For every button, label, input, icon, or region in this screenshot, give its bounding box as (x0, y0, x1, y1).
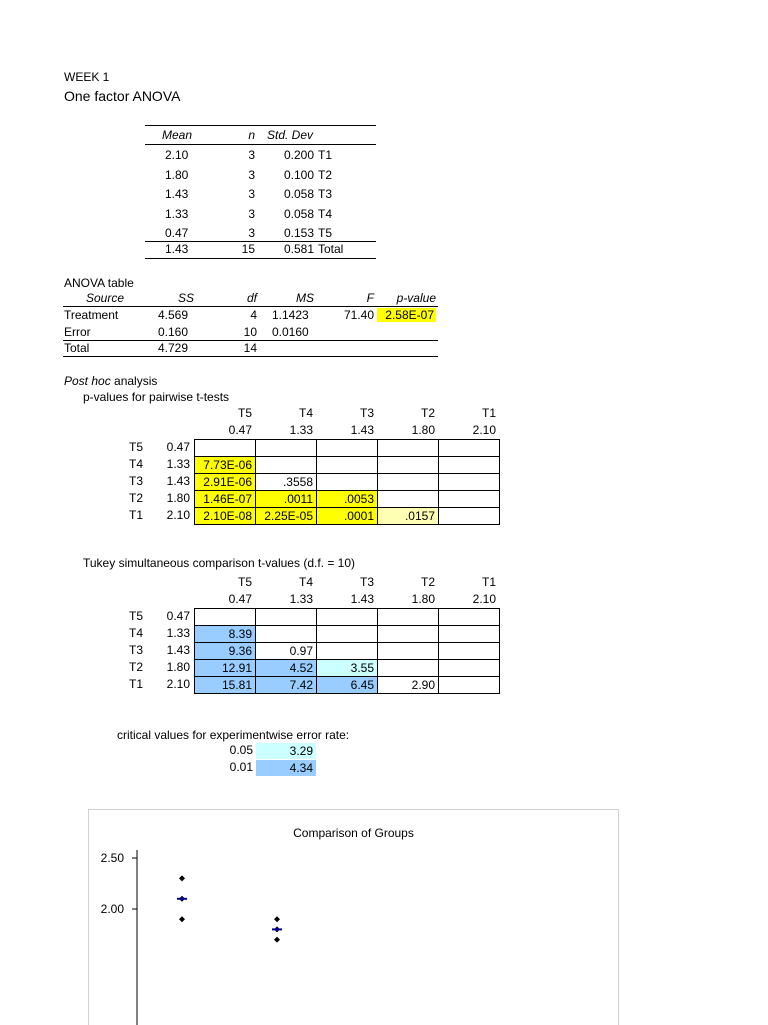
pvalue-cell (378, 457, 439, 474)
pvalue-cell (439, 474, 500, 491)
summary-label: T5 (318, 226, 333, 240)
chart-mean-point (276, 928, 279, 931)
pvalue-row-label: T3 (129, 474, 144, 488)
tukey-col-mean: 0.47 (228, 592, 252, 606)
pvalue-cell (378, 440, 439, 457)
pvalue-grid (194, 439, 500, 525)
tukey-cell: 15.81 (195, 677, 256, 694)
tukey-cell: 0.97 (256, 643, 317, 660)
pvalue-cell (439, 491, 500, 508)
summary-mean: 1.80 (165, 167, 189, 182)
tukey-cell (378, 643, 439, 660)
pvalue-col-mean: 1.43 (350, 423, 374, 437)
chart-y-tick-label: 2.50 (100, 851, 124, 865)
summary-sd: 0.200 (283, 148, 314, 162)
chart-point (179, 875, 185, 881)
tukey-row-label: T5 (129, 609, 144, 623)
posthoc-title: Post hoc analysis (64, 374, 158, 388)
tukey-row-label: T2 (129, 660, 144, 674)
summary-label: T4 (318, 206, 333, 221)
pvalue-col-mean: 1.80 (411, 423, 435, 437)
summary-sd: 0.058 (283, 206, 314, 221)
tukey-col-mean: 1.80 (411, 592, 435, 606)
summary-label: T2 (318, 167, 333, 182)
critical-caption: critical values for experimentwise error rate: (117, 728, 350, 742)
pvalue-cell (378, 474, 439, 491)
summary-mean: 1.33 (165, 206, 189, 221)
summary-label: T3 (318, 187, 333, 201)
anova-source: Total (64, 341, 90, 355)
pvalue-cell: 7.73E-06 (195, 457, 256, 474)
summary-label: T1 (318, 148, 333, 162)
tukey-cell (317, 643, 378, 660)
tukey-cell (439, 626, 500, 643)
anova-header-ss: SS (177, 291, 194, 305)
pvalue-cell (317, 457, 378, 474)
chart-point (179, 916, 185, 922)
tukey-col-label: T5 (237, 575, 252, 589)
pvalue-col-mean: 2.10 (472, 423, 496, 437)
comparison-chart (88, 809, 619, 1025)
pvalue-col-label: T4 (298, 406, 313, 420)
tukey-col-mean: 2.10 (472, 592, 496, 606)
pvalue-cell: .0001 (317, 508, 378, 525)
anova-source: Treatment (64, 308, 119, 322)
tukey-cell (439, 609, 500, 626)
chart-point (274, 937, 280, 943)
tukey-row-mean: 1.80 (166, 660, 190, 674)
anova-header-source: Source (85, 291, 125, 305)
pvalue-row-label: T5 (129, 440, 144, 454)
tukey-col-label: T4 (298, 575, 313, 589)
anova-ss: 4.729 (158, 341, 189, 355)
tukey-cell (439, 677, 500, 694)
critical-alpha: 0.05 (229, 743, 253, 757)
pvalue-col-label: T2 (420, 406, 435, 420)
pvalue-row-mean: 1.43 (166, 474, 190, 488)
critical-alpha: 0.01 (229, 760, 253, 774)
anova-header-df: df (246, 291, 257, 305)
tukey-cell: 4.52 (256, 660, 317, 677)
tukey-cell (378, 660, 439, 677)
tukey-cell (317, 609, 378, 626)
summary-mean: 2.10 (165, 148, 189, 162)
chart-y-tick-label: 2.00 (100, 902, 124, 916)
pvalue-cell: .3558 (256, 474, 317, 491)
critical-value: 4.34 (256, 760, 316, 776)
chart-plot (89, 810, 618, 1025)
tukey-row-label: T4 (129, 626, 144, 640)
summary-header-mean: Mean (162, 128, 193, 142)
pvalue-cell: .0053 (317, 491, 378, 508)
pvalue-col-label: T5 (237, 406, 252, 420)
tukey-cell: 6.45 (317, 677, 378, 694)
pvalue-row-mean: 1.33 (166, 457, 190, 471)
tukey-cell (317, 626, 378, 643)
anova-df: 14 (243, 341, 257, 355)
pvalue-col-mean: 1.33 (289, 423, 313, 437)
critical-value: 3.29 (256, 743, 316, 759)
summary-mean: 0.47 (165, 226, 189, 240)
pvalue-cell: 2.25E-05 (256, 508, 317, 525)
pvalue-cell (195, 440, 256, 457)
summary-n: 3 (248, 187, 255, 201)
summary-mean: 1.43 (165, 187, 189, 201)
summary-n: 3 (248, 226, 255, 240)
tukey-row-mean: 0.47 (166, 609, 190, 623)
chart-point (274, 916, 280, 922)
summary-total-label: Total (318, 242, 344, 256)
pvalue-row-mean: 2.10 (166, 508, 190, 522)
summary-total-sd: 0.581 (283, 242, 314, 256)
pvalue-cell (256, 457, 317, 474)
tukey-cell: 12.91 (195, 660, 256, 677)
tukey-cell (195, 609, 256, 626)
pvalue-cell (439, 457, 500, 474)
pvalue-cell (317, 440, 378, 457)
chart-title: Comparison of Groups (293, 826, 414, 840)
anova-header-pvalue: p-value (396, 291, 436, 305)
tukey-cell (439, 643, 500, 660)
summary-sd: 0.153 (283, 226, 314, 240)
pvalue-cell: .0157 (378, 508, 439, 525)
anova-header-ms: MS (296, 291, 314, 305)
tukey-cell (439, 660, 500, 677)
tukey-col-mean: 1.33 (289, 592, 313, 606)
tukey-cell (378, 626, 439, 643)
tukey-cell: 9.36 (195, 643, 256, 660)
pvalue-col-label: T1 (481, 406, 496, 420)
anova-header-f: F (366, 291, 374, 305)
tukey-row-mean: 1.43 (166, 643, 190, 657)
anova-pvalue: 2.58E-07 (377, 308, 436, 322)
anova-f: 71.40 (343, 308, 374, 322)
anova-df: 4 (250, 308, 257, 322)
anova-ss: 0.160 (158, 324, 189, 339)
summary-n: 3 (248, 148, 255, 162)
tukey-col-label: T1 (481, 575, 496, 589)
chart-mean-point (181, 897, 184, 900)
tukey-cell: 2.90 (378, 677, 439, 694)
summary-sd: 0.100 (283, 167, 314, 182)
summary-sd: 0.058 (283, 187, 314, 201)
anova-df: 10 (243, 324, 257, 339)
anova-ss: 4.569 (158, 308, 189, 322)
tukey-cell (256, 626, 317, 643)
pvalue-cell: 2.10E-08 (195, 508, 256, 525)
tukey-cell: 7.42 (256, 677, 317, 694)
pvalue-cell (439, 508, 500, 525)
pvalue-row-label: T4 (129, 457, 144, 471)
tukey-col-label: T3 (359, 575, 374, 589)
summary-header-stddev: Std. Dev (267, 128, 314, 142)
anova-caption: ANOVA table (64, 276, 134, 290)
week-label: WEEK 1 (64, 70, 110, 84)
summary-header-n: n (248, 128, 255, 142)
tukey-col-mean: 1.43 (350, 592, 374, 606)
tukey-cell: 3.55 (317, 660, 378, 677)
page-title: One factor ANOVA (64, 88, 181, 104)
pvalue-col-label: T3 (359, 406, 374, 420)
posthoc-subtitle: p-values for pairwise t-tests (83, 390, 230, 404)
tukey-row-mean: 1.33 (166, 626, 190, 640)
tukey-col-label: T2 (420, 575, 435, 589)
pvalue-row-label: T2 (129, 491, 144, 505)
anova-ms: 1.1423 (272, 308, 309, 322)
summary-total-mean: 1.43 (165, 242, 189, 256)
tukey-title: Tukey simultaneous comparison t-values (d.f. = 10) (83, 556, 356, 570)
tukey-cell: 8.39 (195, 626, 256, 643)
pvalue-cell (256, 440, 317, 457)
pvalue-row-mean: 1.80 (166, 491, 190, 505)
pvalue-row-mean: 0.47 (166, 440, 190, 454)
pvalue-cell: 2.91E-06 (195, 474, 256, 491)
summary-n: 3 (248, 206, 255, 221)
tukey-row-label: T3 (129, 643, 144, 657)
summary-total-n: 15 (241, 242, 255, 256)
pvalue-cell (439, 440, 500, 457)
pvalue-row-label: T1 (129, 508, 144, 522)
tukey-cell (256, 609, 317, 626)
tukey-grid (194, 608, 500, 694)
pvalue-cell: .0011 (256, 491, 317, 508)
tukey-row-label: T1 (129, 677, 144, 691)
tukey-cell (378, 609, 439, 626)
summary-n: 3 (248, 167, 255, 182)
anova-ms: 0.0160 (272, 324, 309, 339)
pvalue-col-mean: 0.47 (228, 423, 252, 437)
pvalue-cell (317, 474, 378, 491)
pvalue-cell (378, 491, 439, 508)
pvalue-cell: 1.46E-07 (195, 491, 256, 508)
tukey-row-mean: 2.10 (166, 677, 190, 691)
anova-source: Error (64, 324, 91, 339)
